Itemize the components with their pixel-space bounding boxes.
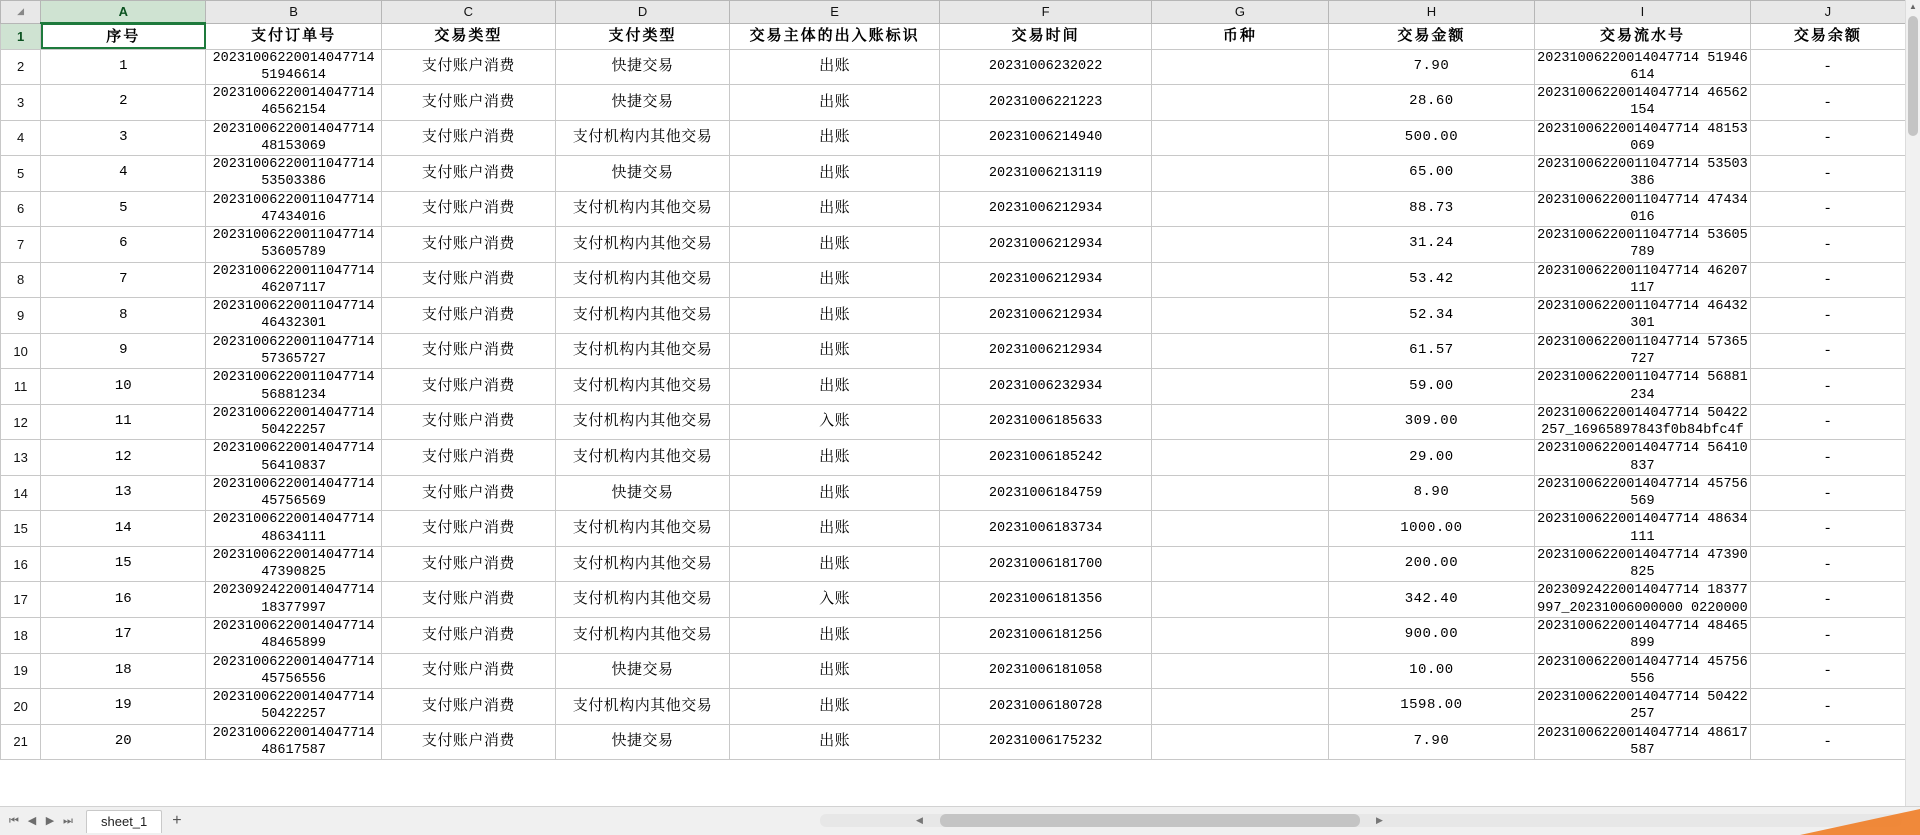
cell-pay-type[interactable]: 支付机构内其他交易 bbox=[555, 404, 729, 440]
cell-direction[interactable]: 出账 bbox=[730, 689, 940, 725]
cell-time[interactable]: 20231006232934 bbox=[940, 369, 1152, 405]
cell-seq[interactable]: 4 bbox=[41, 156, 206, 192]
cell-seq[interactable]: 2 bbox=[41, 85, 206, 121]
cell-trade-type[interactable]: 支付账户消费 bbox=[381, 724, 555, 760]
table-row[interactable] bbox=[1, 298, 1906, 334]
cell-seq[interactable]: 6 bbox=[41, 227, 206, 263]
cell-serial[interactable]: 20231006220014047714 47390825 bbox=[1535, 546, 1751, 582]
cell-time[interactable]: 20231006213119 bbox=[940, 156, 1152, 192]
cell-trade-type[interactable]: 支付账户消费 bbox=[381, 227, 555, 263]
cell-order-no[interactable]: 20231006220011047714 46207117 bbox=[206, 262, 381, 298]
table-row[interactable] bbox=[1, 689, 1906, 725]
table-row[interactable] bbox=[1, 546, 1906, 582]
bottom-bar bbox=[0, 806, 1920, 835]
cell-currency[interactable] bbox=[1152, 404, 1328, 440]
row-header-1[interactable]: 1 bbox=[1, 23, 41, 49]
horizontal-scroll-thumb[interactable] bbox=[940, 814, 1360, 827]
cell-balance[interactable]: - bbox=[1750, 262, 1905, 298]
cell-direction[interactable]: 出账 bbox=[730, 120, 940, 156]
cell-balance[interactable]: - bbox=[1750, 120, 1905, 156]
cell-trade-type[interactable]: 支付账户消费 bbox=[381, 511, 555, 547]
cell-balance[interactable]: - bbox=[1750, 582, 1905, 618]
cell-seq[interactable]: 12 bbox=[41, 440, 206, 476]
cell-order-no[interactable]: 20231006220014047714 50422257 bbox=[206, 404, 381, 440]
cell-amount[interactable]: 52.34 bbox=[1328, 298, 1535, 334]
cell-balance[interactable]: - bbox=[1750, 511, 1905, 547]
cell-balance[interactable]: - bbox=[1750, 227, 1905, 263]
cell-order-no[interactable]: 20231006220014047714 48465899 bbox=[206, 618, 381, 654]
row-header-14[interactable]: 14 bbox=[1, 475, 41, 511]
cell-amount[interactable]: 7.90 bbox=[1328, 49, 1535, 85]
cell-trade-type[interactable]: 支付账户消费 bbox=[381, 475, 555, 511]
cell-time[interactable]: 20231006212934 bbox=[940, 262, 1152, 298]
cell-trade-type[interactable]: 支付账户消费 bbox=[381, 369, 555, 405]
cell-currency[interactable] bbox=[1152, 262, 1328, 298]
cell-amount[interactable]: 29.00 bbox=[1328, 440, 1535, 476]
cell-order-no[interactable]: 20231006220011047714 47434016 bbox=[206, 191, 381, 227]
cell-direction[interactable]: 出账 bbox=[730, 49, 940, 85]
cell-time[interactable]: 20231006184759 bbox=[940, 475, 1152, 511]
cell-seq[interactable]: 14 bbox=[41, 511, 206, 547]
cell-seq[interactable]: 13 bbox=[41, 475, 206, 511]
scroll-right-arrow[interactable]: ▶ bbox=[1376, 815, 1383, 825]
column-header-e[interactable]: E bbox=[730, 1, 940, 24]
cell-amount[interactable]: 65.00 bbox=[1328, 156, 1535, 192]
cell-time[interactable]: 20231006212934 bbox=[940, 191, 1152, 227]
row-header-12[interactable]: 12 bbox=[1, 404, 41, 440]
cell-currency[interactable] bbox=[1152, 298, 1328, 334]
row-header-9[interactable]: 9 bbox=[1, 298, 41, 334]
cell-pay-type[interactable]: 支付机构内其他交易 bbox=[555, 262, 729, 298]
cell-amount[interactable]: 900.00 bbox=[1328, 618, 1535, 654]
cell-time[interactable]: 20231006185633 bbox=[940, 404, 1152, 440]
cell-direction[interactable]: 出账 bbox=[730, 227, 940, 263]
column-header-c[interactable]: C bbox=[381, 1, 555, 24]
cell-seq[interactable]: 15 bbox=[41, 546, 206, 582]
scroll-up-arrow[interactable]: ▲ bbox=[1909, 2, 1917, 11]
cell-currency[interactable] bbox=[1152, 582, 1328, 618]
cell-direction[interactable]: 入账 bbox=[730, 582, 940, 618]
cell-direction[interactable]: 出账 bbox=[730, 369, 940, 405]
cell-currency[interactable] bbox=[1152, 511, 1328, 547]
row-header-17[interactable]: 17 bbox=[1, 582, 41, 618]
cell-direction[interactable]: 出账 bbox=[730, 262, 940, 298]
cell-currency[interactable] bbox=[1152, 191, 1328, 227]
cell-currency[interactable] bbox=[1152, 333, 1328, 369]
row-header-18[interactable]: 18 bbox=[1, 618, 41, 654]
cell-currency[interactable] bbox=[1152, 85, 1328, 121]
cell-serial[interactable]: 20231006220014047714 48465899 bbox=[1535, 618, 1751, 654]
cell-direction[interactable]: 出账 bbox=[730, 653, 940, 689]
last-sheet-icon[interactable]: ⏭ bbox=[63, 815, 73, 827]
cell-serial[interactable]: 20231006220011047714 53503386 bbox=[1535, 156, 1751, 192]
cell-direction[interactable]: 入账 bbox=[730, 404, 940, 440]
cell-currency[interactable] bbox=[1152, 724, 1328, 760]
cell-trade-type[interactable]: 支付账户消费 bbox=[381, 191, 555, 227]
cell-pay-type[interactable]: 支付机构内其他交易 bbox=[555, 440, 729, 476]
cell-serial[interactable]: 20231006220011047714 46207117 bbox=[1535, 262, 1751, 298]
row-header-15[interactable]: 15 bbox=[1, 511, 41, 547]
cell-serial[interactable]: 20230924220014047714 18377997_20231006000000 0220000 bbox=[1535, 582, 1751, 618]
cell-currency[interactable] bbox=[1152, 689, 1328, 725]
row-header-2[interactable]: 2 bbox=[1, 49, 41, 85]
cell-direction[interactable]: 出账 bbox=[730, 546, 940, 582]
cell-pay-type[interactable]: 支付机构内其他交易 bbox=[555, 298, 729, 334]
cell-time[interactable]: 20231006183734 bbox=[940, 511, 1152, 547]
select-all-corner[interactable]: ◢ bbox=[1, 1, 41, 24]
cell-seq[interactable]: 17 bbox=[41, 618, 206, 654]
cell-amount[interactable]: 53.42 bbox=[1328, 262, 1535, 298]
table-row[interactable] bbox=[1, 369, 1906, 405]
column-header-a[interactable]: A bbox=[41, 1, 206, 24]
cell-serial[interactable]: 20231006220014047714 50422257 bbox=[1535, 689, 1751, 725]
cell-order-no[interactable]: 20231006220011047714 57365727 bbox=[206, 333, 381, 369]
row-header-11[interactable]: 11 bbox=[1, 369, 41, 405]
column-header-j[interactable]: J bbox=[1750, 1, 1905, 24]
cell-direction[interactable]: 出账 bbox=[730, 511, 940, 547]
cell-amount[interactable]: 8.90 bbox=[1328, 475, 1535, 511]
cell-serial[interactable]: 20231006220014047714 45756556 bbox=[1535, 653, 1751, 689]
cell-amount[interactable]: 200.00 bbox=[1328, 546, 1535, 582]
table-row[interactable] bbox=[1, 618, 1906, 654]
cell-amount[interactable]: 28.60 bbox=[1328, 85, 1535, 121]
column-header-row bbox=[1, 1, 1906, 24]
cell-order-no[interactable]: 20231006220011047714 53503386 bbox=[206, 156, 381, 192]
cell-time[interactable]: 20231006232022 bbox=[940, 49, 1152, 85]
header-cell-h[interactable]: 交易金额 bbox=[1328, 23, 1535, 49]
cell-pay-type[interactable]: 支付机构内其他交易 bbox=[555, 227, 729, 263]
next-sheet-icon[interactable]: ▶ bbox=[45, 815, 55, 827]
row-header-10[interactable]: 10 bbox=[1, 333, 41, 369]
cell-order-no[interactable]: 20231006220011047714 53605789 bbox=[206, 227, 381, 263]
column-header-h[interactable]: H bbox=[1328, 1, 1535, 24]
table-row[interactable] bbox=[1, 227, 1906, 263]
column-header-b[interactable]: B bbox=[206, 1, 381, 24]
table-row[interactable] bbox=[1, 85, 1906, 121]
cell-amount[interactable]: 61.57 bbox=[1328, 333, 1535, 369]
cell-seq[interactable]: 5 bbox=[41, 191, 206, 227]
cell-serial[interactable]: 20231006220014047714 48153069 bbox=[1535, 120, 1751, 156]
cell-trade-type[interactable]: 支付账户消费 bbox=[381, 440, 555, 476]
cell-time[interactable]: 20231006214940 bbox=[940, 120, 1152, 156]
cell-pay-type[interactable]: 快捷交易 bbox=[555, 475, 729, 511]
cell-serial[interactable]: 20231006220011047714 53605789 bbox=[1535, 227, 1751, 263]
header-cell-g[interactable]: 币种 bbox=[1152, 23, 1328, 49]
cell-balance[interactable]: - bbox=[1750, 333, 1905, 369]
cell-balance[interactable]: - bbox=[1750, 546, 1905, 582]
cell-time[interactable]: 20231006185242 bbox=[940, 440, 1152, 476]
header-cell-a[interactable]: 序号 bbox=[41, 23, 206, 49]
cell-direction[interactable]: 出账 bbox=[730, 85, 940, 121]
table-row[interactable] bbox=[1, 582, 1906, 618]
table-row[interactable] bbox=[1, 191, 1906, 227]
cell-time[interactable]: 20231006212934 bbox=[940, 333, 1152, 369]
table-header-row bbox=[1, 23, 1906, 49]
cell-currency[interactable] bbox=[1152, 475, 1328, 511]
cell-pay-type[interactable]: 支付机构内其他交易 bbox=[555, 511, 729, 547]
cell-balance[interactable]: - bbox=[1750, 618, 1905, 654]
cell-balance[interactable]: - bbox=[1750, 156, 1905, 192]
cell-serial[interactable]: 20231006220014047714 45756569 bbox=[1535, 475, 1751, 511]
cell-serial[interactable]: 20231006220014047714 48617587 bbox=[1535, 724, 1751, 760]
horizontal-scrollbar[interactable] bbox=[820, 814, 1902, 827]
prev-sheet-icon[interactable]: ◀ bbox=[27, 815, 37, 827]
cell-pay-type[interactable]: 支付机构内其他交易 bbox=[555, 120, 729, 156]
cell-order-no[interactable]: 20231006220014047714 45756569 bbox=[206, 475, 381, 511]
vertical-scrollbar[interactable] bbox=[1905, 0, 1920, 806]
cell-pay-type[interactable]: 支付机构内其他交易 bbox=[555, 191, 729, 227]
cell-trade-type[interactable]: 支付账户消费 bbox=[381, 85, 555, 121]
cell-seq[interactable]: 11 bbox=[41, 404, 206, 440]
first-sheet-icon[interactable]: ⏮ bbox=[9, 815, 19, 827]
table-row[interactable] bbox=[1, 724, 1906, 760]
cell-pay-type[interactable]: 快捷交易 bbox=[555, 49, 729, 85]
cell-order-no[interactable]: 20230924220014047714 18377997 bbox=[206, 582, 381, 618]
cell-serial[interactable]: 20231006220011047714 46432301 bbox=[1535, 298, 1751, 334]
cell-direction[interactable]: 出账 bbox=[730, 333, 940, 369]
header-cell-d[interactable]: 支付类型 bbox=[555, 23, 729, 49]
row-header-5[interactable]: 5 bbox=[1, 156, 41, 192]
cell-seq[interactable]: 19 bbox=[41, 689, 206, 725]
add-sheet-icon[interactable]: + bbox=[172, 812, 182, 829]
cell-trade-type[interactable]: 支付账户消费 bbox=[381, 120, 555, 156]
table-row[interactable] bbox=[1, 511, 1906, 547]
cell-trade-type[interactable]: 支付账户消费 bbox=[381, 49, 555, 85]
table-row[interactable] bbox=[1, 404, 1906, 440]
cell-seq[interactable]: 18 bbox=[41, 653, 206, 689]
column-header-g[interactable]: G bbox=[1152, 1, 1328, 24]
column-header-d[interactable]: D bbox=[555, 1, 729, 24]
row-header-21[interactable]: 21 bbox=[1, 724, 41, 760]
cell-pay-type[interactable]: 支付机构内其他交易 bbox=[555, 333, 729, 369]
cell-trade-type[interactable]: 支付账户消费 bbox=[381, 262, 555, 298]
cell-order-no[interactable]: 20231006220014047714 45756556 bbox=[206, 653, 381, 689]
row-header-19[interactable]: 19 bbox=[1, 653, 41, 689]
cell-currency[interactable] bbox=[1152, 618, 1328, 654]
table-row[interactable] bbox=[1, 120, 1906, 156]
cell-order-no[interactable]: 20231006220014047714 51946614 bbox=[206, 49, 381, 85]
cell-amount[interactable]: 1598.00 bbox=[1328, 689, 1535, 725]
row-header-4[interactable]: 4 bbox=[1, 120, 41, 156]
cell-currency[interactable] bbox=[1152, 227, 1328, 263]
cell-amount[interactable]: 59.00 bbox=[1328, 369, 1535, 405]
cell-trade-type[interactable]: 支付账户消费 bbox=[381, 546, 555, 582]
cell-order-no[interactable]: 20231006220014047714 56410837 bbox=[206, 440, 381, 476]
cell-balance[interactable]: - bbox=[1750, 369, 1905, 405]
cell-pay-type[interactable]: 支付机构内其他交易 bbox=[555, 546, 729, 582]
cell-amount[interactable]: 88.73 bbox=[1328, 191, 1535, 227]
cell-order-no[interactable]: 20231006220014047714 48153069 bbox=[206, 120, 381, 156]
cell-seq[interactable]: 10 bbox=[41, 369, 206, 405]
cell-direction[interactable]: 出账 bbox=[730, 298, 940, 334]
cell-pay-type[interactable]: 快捷交易 bbox=[555, 653, 729, 689]
row-header-8[interactable]: 8 bbox=[1, 262, 41, 298]
cell-trade-type[interactable]: 支付账户消费 bbox=[381, 582, 555, 618]
cell-serial[interactable]: 20231006220011047714 56881234 bbox=[1535, 369, 1751, 405]
cell-seq[interactable]: 9 bbox=[41, 333, 206, 369]
header-cell-c[interactable]: 交易类型 bbox=[381, 23, 555, 49]
table-row[interactable] bbox=[1, 440, 1906, 476]
cell-balance[interactable]: - bbox=[1750, 475, 1905, 511]
column-header-i[interactable]: I bbox=[1535, 1, 1751, 24]
cell-trade-type[interactable]: 支付账户消费 bbox=[381, 618, 555, 654]
cell-serial[interactable]: 20231006220014047714 56410837 bbox=[1535, 440, 1751, 476]
header-cell-b[interactable]: 支付订单号 bbox=[206, 23, 381, 49]
sheet-nav-buttons[interactable] bbox=[0, 812, 82, 830]
cell-order-no[interactable]: 20231006220014047714 47390825 bbox=[206, 546, 381, 582]
scroll-left-arrow[interactable]: ◀ bbox=[916, 815, 923, 825]
cell-balance[interactable]: - bbox=[1750, 49, 1905, 85]
cell-time[interactable]: 20231006221223 bbox=[940, 85, 1152, 121]
cell-pay-type[interactable]: 快捷交易 bbox=[555, 156, 729, 192]
cell-balance[interactable]: - bbox=[1750, 440, 1905, 476]
cell-order-no[interactable]: 20231006220014047714 48617587 bbox=[206, 724, 381, 760]
cell-trade-type[interactable]: 支付账户消费 bbox=[381, 156, 555, 192]
cell-direction[interactable]: 出账 bbox=[730, 156, 940, 192]
cell-balance[interactable]: - bbox=[1750, 724, 1905, 760]
cell-trade-type[interactable]: 支付账户消费 bbox=[381, 404, 555, 440]
cell-serial[interactable]: 20231006220014047714 46562154 bbox=[1535, 85, 1751, 121]
header-cell-e[interactable]: 交易主体的出入账标识 bbox=[730, 23, 940, 49]
cell-seq[interactable]: 7 bbox=[41, 262, 206, 298]
cell-time[interactable]: 20231006181356 bbox=[940, 582, 1152, 618]
table-row[interactable] bbox=[1, 475, 1906, 511]
cell-amount[interactable]: 500.00 bbox=[1328, 120, 1535, 156]
cell-currency[interactable] bbox=[1152, 120, 1328, 156]
cell-seq[interactable]: 1 bbox=[41, 49, 206, 85]
cell-trade-type[interactable]: 支付账户消费 bbox=[381, 653, 555, 689]
cell-trade-type[interactable]: 支付账户消费 bbox=[381, 689, 555, 725]
cell-amount[interactable]: 7.90 bbox=[1328, 724, 1535, 760]
table-row[interactable] bbox=[1, 653, 1906, 689]
cell-direction[interactable]: 出账 bbox=[730, 724, 940, 760]
cell-trade-type[interactable]: 支付账户消费 bbox=[381, 333, 555, 369]
column-header-f[interactable]: F bbox=[940, 1, 1152, 24]
cell-time[interactable]: 20231006181058 bbox=[940, 653, 1152, 689]
cell-time[interactable]: 20231006175232 bbox=[940, 724, 1152, 760]
cell-amount[interactable]: 309.00 bbox=[1328, 404, 1535, 440]
row-header-7[interactable]: 7 bbox=[1, 227, 41, 263]
corner-accent bbox=[1800, 809, 1920, 835]
header-cell-j[interactable]: 交易余额 bbox=[1750, 23, 1905, 49]
cell-currency[interactable] bbox=[1152, 369, 1328, 405]
cell-trade-type[interactable]: 支付账户消费 bbox=[381, 298, 555, 334]
cell-order-no[interactable]: 20231006220014047714 46562154 bbox=[206, 85, 381, 121]
cell-pay-type[interactable]: 支付机构内其他交易 bbox=[555, 582, 729, 618]
cell-order-no[interactable]: 20231006220011047714 56881234 bbox=[206, 369, 381, 405]
cell-currency[interactable] bbox=[1152, 49, 1328, 85]
header-cell-f[interactable]: 交易时间 bbox=[940, 23, 1152, 49]
cell-serial[interactable]: 20231006220014047714 48634111 bbox=[1535, 511, 1751, 547]
cell-currency[interactable] bbox=[1152, 156, 1328, 192]
cell-currency[interactable] bbox=[1152, 546, 1328, 582]
table-row[interactable] bbox=[1, 156, 1906, 192]
cell-direction[interactable]: 出账 bbox=[730, 191, 940, 227]
cell-pay-type[interactable]: 快捷交易 bbox=[555, 85, 729, 121]
table-row[interactable] bbox=[1, 49, 1906, 85]
sheet-tab-sheet1[interactable]: sheet_1 bbox=[86, 810, 162, 833]
cell-balance[interactable]: - bbox=[1750, 298, 1905, 334]
cell-time[interactable]: 20231006212934 bbox=[940, 298, 1152, 334]
row-header-13[interactable]: 13 bbox=[1, 440, 41, 476]
cell-time[interactable]: 20231006180728 bbox=[940, 689, 1152, 725]
cell-pay-type[interactable]: 快捷交易 bbox=[555, 724, 729, 760]
cell-direction[interactable]: 出账 bbox=[730, 475, 940, 511]
cell-order-no[interactable]: 20231006220011047714 46432301 bbox=[206, 298, 381, 334]
cell-serial[interactable]: 20231006220011047714 47434016 bbox=[1535, 191, 1751, 227]
cell-time[interactable]: 20231006181700 bbox=[940, 546, 1152, 582]
row-header-20[interactable]: 20 bbox=[1, 689, 41, 725]
cell-currency[interactable] bbox=[1152, 653, 1328, 689]
cell-seq[interactable]: 8 bbox=[41, 298, 206, 334]
cell-amount[interactable]: 31.24 bbox=[1328, 227, 1535, 263]
cell-order-no[interactable]: 20231006220014047714 48634111 bbox=[206, 511, 381, 547]
cell-balance[interactable]: - bbox=[1750, 191, 1905, 227]
cell-pay-type[interactable]: 支付机构内其他交易 bbox=[555, 618, 729, 654]
cell-amount[interactable]: 1000.00 bbox=[1328, 511, 1535, 547]
table-row[interactable] bbox=[1, 262, 1906, 298]
cell-order-no[interactable]: 20231006220014047714 50422257 bbox=[206, 689, 381, 725]
cell-serial[interactable]: 20231006220014047714 50422257_16965897843f0b84bfc4f bbox=[1535, 404, 1751, 440]
cell-amount[interactable]: 10.00 bbox=[1328, 653, 1535, 689]
cell-amount[interactable]: 342.40 bbox=[1328, 582, 1535, 618]
cell-seq[interactable]: 20 bbox=[41, 724, 206, 760]
row-header-16[interactable]: 16 bbox=[1, 546, 41, 582]
cell-seq[interactable]: 3 bbox=[41, 120, 206, 156]
cell-serial[interactable]: 20231006220014047714 51946614 bbox=[1535, 49, 1751, 85]
cell-balance[interactable]: - bbox=[1750, 689, 1905, 725]
cell-balance[interactable]: - bbox=[1750, 653, 1905, 689]
cell-direction[interactable]: 出账 bbox=[730, 618, 940, 654]
cell-time[interactable]: 20231006212934 bbox=[940, 227, 1152, 263]
table-row[interactable] bbox=[1, 333, 1906, 369]
row-header-3[interactable]: 3 bbox=[1, 85, 41, 121]
header-cell-i[interactable]: 交易流水号 bbox=[1535, 23, 1751, 49]
cell-balance[interactable]: - bbox=[1750, 404, 1905, 440]
cell-balance[interactable]: - bbox=[1750, 85, 1905, 121]
cell-pay-type[interactable]: 支付机构内其他交易 bbox=[555, 369, 729, 405]
vertical-scroll-thumb[interactable] bbox=[1908, 16, 1918, 136]
cell-seq[interactable]: 16 bbox=[41, 582, 206, 618]
cell-currency[interactable] bbox=[1152, 440, 1328, 476]
cell-time[interactable]: 20231006181256 bbox=[940, 618, 1152, 654]
row-header-6[interactable]: 6 bbox=[1, 191, 41, 227]
cell-serial[interactable]: 20231006220011047714 57365727 bbox=[1535, 333, 1751, 369]
cell-direction[interactable]: 出账 bbox=[730, 440, 940, 476]
cell-pay-type[interactable]: 支付机构内其他交易 bbox=[555, 689, 729, 725]
